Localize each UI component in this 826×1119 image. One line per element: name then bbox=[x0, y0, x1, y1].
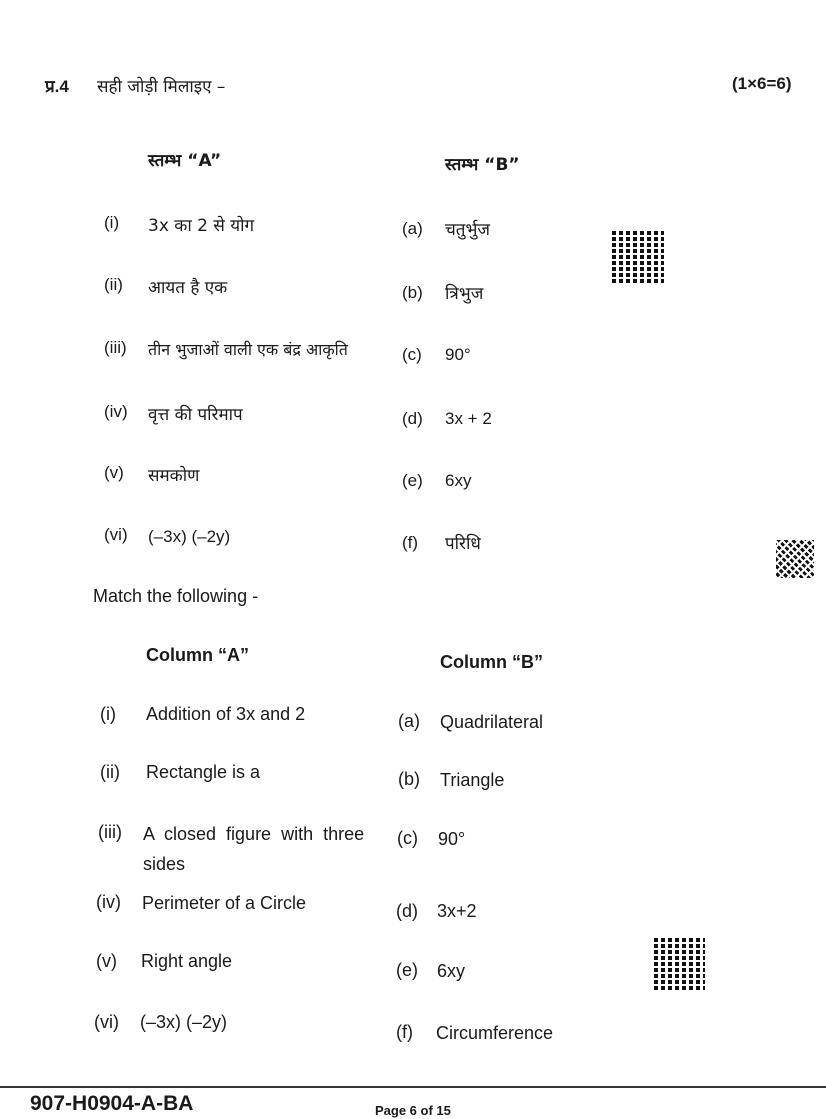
hindi-a-num: (i) bbox=[104, 213, 120, 232]
english-b-num: (e) bbox=[396, 960, 418, 980]
english-b-num: (a) bbox=[398, 711, 420, 731]
datamatrix-code-icon bbox=[609, 230, 664, 285]
english-col-a-header: Column “A” bbox=[146, 645, 249, 665]
english-b-text: Quadrilateral bbox=[440, 712, 544, 732]
hindi-b-num: (f) bbox=[402, 533, 419, 552]
english-a-text: A closed figure with three bbox=[143, 824, 365, 844]
english-a-num: (iii) bbox=[98, 822, 122, 842]
english-a-text-line2: sides bbox=[143, 854, 186, 874]
hindi-a-num: (v) bbox=[104, 463, 124, 482]
english-b-num: (c) bbox=[397, 828, 418, 848]
hindi-b-text: 90° bbox=[445, 345, 471, 364]
english-instruction: Match the following - bbox=[93, 586, 259, 606]
hindi-b-num: (a) bbox=[402, 219, 423, 238]
hindi-a-num: (iii) bbox=[104, 338, 127, 357]
hindi-b-num: (e) bbox=[402, 471, 423, 490]
english-b-text: Triangle bbox=[440, 770, 505, 790]
english-a-text: (–3x) (–2y) bbox=[140, 1012, 228, 1032]
english-a-text: Perimeter of a Circle bbox=[142, 893, 307, 913]
hindi-a-text: तीन भुजाओं वाली एक बंद्र आकृति bbox=[148, 340, 348, 359]
hindi-b-num: (c) bbox=[402, 345, 422, 364]
question-instruction: सही जोड़ी मिलाइए – bbox=[97, 77, 226, 97]
qr-code-icon bbox=[776, 540, 814, 578]
hindi-col-b-header: स्तम्भ “B” bbox=[445, 155, 520, 175]
marks-label: (1×6=6) bbox=[732, 74, 792, 93]
english-b-text: 90° bbox=[438, 829, 466, 849]
hindi-b-num: (b) bbox=[402, 283, 423, 302]
english-a-num: (v) bbox=[96, 951, 117, 971]
question-number: प्र.4 bbox=[45, 77, 69, 96]
english-b-text: 3x+2 bbox=[437, 901, 477, 921]
english-b-num: (f) bbox=[396, 1022, 413, 1042]
hindi-a-text: वृत्त की परिमाप bbox=[148, 405, 243, 425]
hindi-a-num: (ii) bbox=[104, 275, 123, 294]
hindi-b-text: 6xy bbox=[445, 471, 472, 490]
english-b-num: (d) bbox=[396, 901, 418, 921]
english-a-text: Right angle bbox=[141, 951, 233, 971]
english-a-text: Addition of 3x and 2 bbox=[146, 704, 306, 724]
hindi-b-num: (d) bbox=[402, 409, 423, 428]
hindi-a-num: (iv) bbox=[104, 402, 128, 421]
datamatrix-code-icon bbox=[651, 937, 705, 992]
english-a-num: (i) bbox=[100, 704, 116, 724]
english-a-num: (ii) bbox=[100, 762, 120, 782]
english-col-b-header: Column “B” bbox=[440, 652, 543, 672]
english-b-text: Circumference bbox=[436, 1023, 554, 1043]
english-b-num: (b) bbox=[398, 769, 420, 789]
hindi-a-text: आयत है एक bbox=[148, 278, 228, 298]
hindi-b-text: 3x + 2 bbox=[445, 409, 492, 428]
english-a-num: (vi) bbox=[94, 1012, 119, 1032]
english-a-num: (iv) bbox=[96, 892, 121, 912]
english-b-text: 6xy bbox=[437, 961, 466, 981]
page-number: Page 6 of 15 bbox=[375, 1103, 451, 1118]
footer-divider bbox=[0, 1086, 826, 1088]
english-a-text: Rectangle is a bbox=[146, 762, 261, 782]
hindi-a-text: 3x का 2 से योग bbox=[148, 216, 255, 236]
hindi-a-text: समकोण bbox=[148, 466, 200, 486]
hindi-a-text: (–3x) (–2y) bbox=[148, 527, 231, 546]
paper-code: 907-H0904-A-BA bbox=[30, 1092, 194, 1115]
hindi-b-text: चतुर्भुज bbox=[445, 220, 491, 240]
hindi-b-text: त्रिभुज bbox=[445, 284, 484, 304]
hindi-col-a-header: स्तम्भ “A” bbox=[148, 151, 222, 171]
hindi-b-text: परिधि bbox=[445, 534, 481, 554]
hindi-a-num: (vi) bbox=[104, 525, 128, 544]
